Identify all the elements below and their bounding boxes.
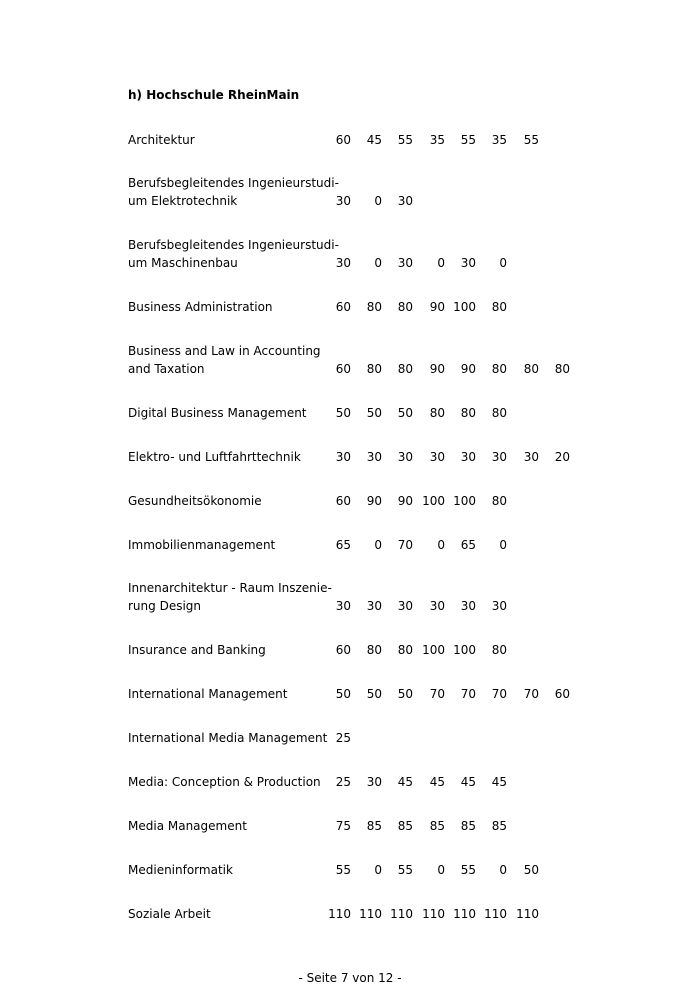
value-cell: 25: [335, 731, 351, 745]
value-cell: 30: [335, 194, 351, 208]
value-cell: 55: [460, 863, 476, 877]
value-cell: 20: [554, 450, 570, 464]
program-name: [128, 905, 328, 923]
value-cell: 80: [491, 362, 507, 376]
value-cell: 110: [453, 907, 476, 921]
program-name-line: Business Administration: [128, 300, 273, 314]
value-cell: 65: [335, 538, 351, 552]
program-name-line: and Taxation: [128, 362, 205, 376]
value-cell: 0: [374, 256, 382, 270]
value-cell: 30: [460, 256, 476, 270]
value-cell: 55: [523, 133, 539, 147]
value-cell: 55: [397, 133, 413, 147]
value-cell: 55: [335, 863, 351, 877]
value-cell: 30: [397, 599, 413, 613]
value-cell: 30: [523, 450, 539, 464]
value-cell: 60: [335, 300, 351, 314]
value-cell: 30: [460, 450, 476, 464]
value-cell: 85: [460, 819, 476, 833]
value-cell: 90: [460, 362, 476, 376]
value-cell: 110: [359, 907, 382, 921]
value-cell: 30: [366, 599, 382, 613]
program-name-line: Immobilienmanagement: [128, 538, 276, 552]
program-name-line: um Maschinenbau: [128, 256, 238, 270]
value-cell: 0: [374, 863, 382, 877]
value-cell: 60: [554, 687, 570, 701]
value-cell: 0: [499, 538, 507, 552]
value-cell: 30: [429, 599, 445, 613]
value-cell: 45: [460, 775, 476, 789]
value-cell: 110: [328, 907, 351, 921]
value-cell: 80: [366, 643, 382, 657]
value-cell: 60: [335, 494, 351, 508]
value-cell: 25: [335, 775, 351, 789]
program-name-line: Berufsbegleitendes Ingenieurstudi-: [128, 176, 339, 190]
value-cell: 70: [491, 687, 507, 701]
program-name-line: Insurance and Banking: [128, 643, 266, 657]
program-name-line: Medieninformatik: [128, 863, 233, 877]
value-cell: 70: [397, 538, 413, 552]
value-cell: 0: [499, 863, 507, 877]
value-cell: 80: [397, 300, 413, 314]
value-cell: 80: [554, 362, 570, 376]
program-name-line: Digital Business Management: [128, 406, 307, 420]
program-name: [128, 448, 328, 466]
program-name: [128, 861, 328, 879]
value-cell: 80: [491, 494, 507, 508]
value-cell: 30: [335, 599, 351, 613]
value-cell: 45: [429, 775, 445, 789]
program-name-line: Soziale Arbeit: [128, 907, 211, 921]
program-name: [128, 729, 328, 747]
value-cell: 80: [460, 406, 476, 420]
value-cell: 100: [453, 494, 476, 508]
value-cell: 70: [460, 687, 476, 701]
value-cell: 0: [499, 256, 507, 270]
value-cell: 100: [453, 300, 476, 314]
value-cell: 80: [366, 300, 382, 314]
value-cell: 30: [335, 256, 351, 270]
value-cell: 80: [397, 643, 413, 657]
value-cell: 30: [460, 599, 476, 613]
program-name: [128, 641, 328, 659]
value-cell: 85: [429, 819, 445, 833]
value-cell: 90: [429, 300, 445, 314]
value-cell: 55: [397, 863, 413, 877]
value-cell: 45: [491, 775, 507, 789]
value-cell: 0: [374, 194, 382, 208]
program-name-line: Architektur: [128, 133, 195, 147]
value-cell: 50: [335, 687, 351, 701]
value-cell: 100: [422, 494, 445, 508]
program-name: [128, 404, 328, 422]
value-cell: 0: [374, 538, 382, 552]
section-heading: h) Hochschule RheinMain: [128, 88, 300, 102]
value-cell: 70: [523, 687, 539, 701]
program-name: [128, 492, 328, 510]
program-name-line: Gesundheitsökonomie: [128, 494, 262, 508]
value-cell: 65: [460, 538, 476, 552]
value-cell: 45: [397, 775, 413, 789]
program-name: [128, 342, 328, 378]
program-name: [128, 236, 339, 272]
value-cell: 75: [335, 819, 351, 833]
value-cell: 50: [397, 687, 413, 701]
value-cell: 45: [366, 133, 382, 147]
page-footer: - Seite 7 von 12 -: [298, 971, 402, 985]
program-name: [128, 298, 328, 316]
value-cell: 50: [397, 406, 413, 420]
program-name: [128, 536, 328, 554]
value-cell: 110: [422, 907, 445, 921]
program-name: [128, 773, 328, 791]
program-name: [128, 579, 332, 615]
value-cell: 80: [366, 362, 382, 376]
value-cell: 85: [366, 819, 382, 833]
value-cell: 60: [335, 643, 351, 657]
value-cell: 60: [335, 362, 351, 376]
value-cell: 30: [366, 775, 382, 789]
value-cell: 30: [397, 194, 413, 208]
value-cell: 80: [523, 362, 539, 376]
program-name-line: International Media Management: [128, 731, 328, 745]
program-name: [128, 131, 328, 149]
value-cell: 30: [397, 450, 413, 464]
value-cell: 35: [429, 133, 445, 147]
program-name: [128, 817, 328, 835]
value-cell: 85: [397, 819, 413, 833]
value-cell: 90: [366, 494, 382, 508]
value-cell: 50: [335, 406, 351, 420]
value-cell: 90: [397, 494, 413, 508]
value-cell: 50: [366, 687, 382, 701]
value-cell: 50: [366, 406, 382, 420]
value-cell: 80: [491, 643, 507, 657]
program-name-line: Innenarchitektur - Raum Inszenie-: [128, 581, 332, 595]
program-name-line: Elektro- und Luftfahrttechnik: [128, 450, 301, 464]
value-cell: 80: [491, 300, 507, 314]
program-name-line: Media: Conception & Production: [128, 775, 321, 789]
value-cell: 100: [422, 643, 445, 657]
value-cell: 0: [437, 538, 445, 552]
program-name: [128, 685, 328, 703]
value-cell: 100: [453, 643, 476, 657]
program-name-line: Berufsbegleitendes Ingenieurstudi-: [128, 238, 339, 252]
value-cell: 30: [366, 450, 382, 464]
program-name-line: International Management: [128, 687, 288, 701]
program-name-line: um Elektrotechnik: [128, 194, 238, 208]
program-name-line: rung Design: [128, 599, 202, 613]
value-cell: 70: [429, 687, 445, 701]
value-cell: 30: [491, 450, 507, 464]
value-cell: 30: [335, 450, 351, 464]
value-cell: 30: [397, 256, 413, 270]
value-cell: 110: [390, 907, 413, 921]
value-cell: 60: [335, 133, 351, 147]
program-name-line: Media Management: [128, 819, 247, 833]
value-cell: 50: [523, 863, 539, 877]
value-cell: 110: [516, 907, 539, 921]
value-cell: 85: [491, 819, 507, 833]
value-cell: 90: [429, 362, 445, 376]
value-cell: 80: [429, 406, 445, 420]
value-cell: 0: [437, 863, 445, 877]
value-cell: 80: [491, 406, 507, 420]
value-cell: 80: [397, 362, 413, 376]
value-cell: 110: [484, 907, 507, 921]
value-cell: 35: [491, 133, 507, 147]
value-cell: 0: [437, 256, 445, 270]
value-cell: 55: [460, 133, 476, 147]
value-cell: 30: [429, 450, 445, 464]
program-name-line: Business and Law in Accounting: [128, 344, 321, 358]
program-name: [128, 174, 339, 210]
value-cell: 30: [491, 599, 507, 613]
